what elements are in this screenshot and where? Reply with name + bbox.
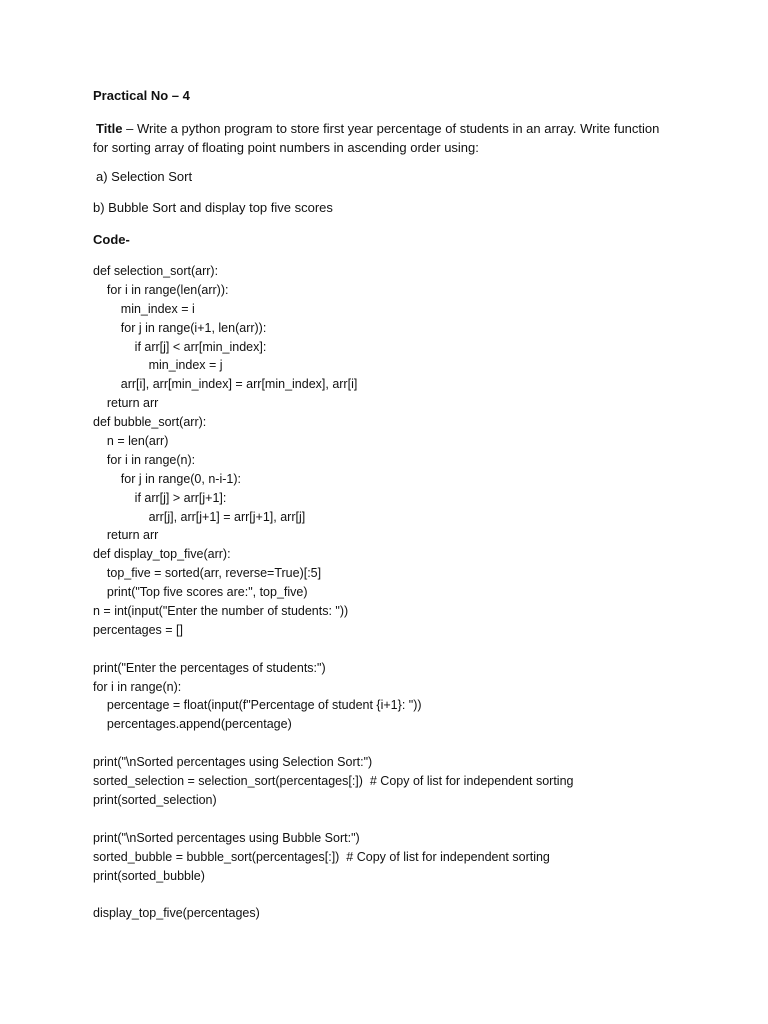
code-line: def display_top_five(arr): [93, 547, 231, 562]
code-line [93, 885, 713, 904]
code-line: min_index = j [93, 358, 223, 373]
code-line: return arr [93, 396, 159, 411]
title-text-line1: – Write a python program to store first year percentage of students in an array. Write function [122, 121, 660, 136]
code-line: for i in range(len(arr)): [93, 282, 229, 297]
code-line: print("\nSorted percentages using Bubble Sort:") [93, 830, 360, 845]
code-block [93, 262, 713, 923]
code-line: print(sorted_selection) [93, 792, 217, 807]
code-line: print("\nSorted percentages using Selection Sort:") [93, 755, 373, 770]
code-line [93, 640, 713, 659]
code-heading: Code- [93, 232, 130, 247]
code-line: def bubble_sort(arr): [93, 415, 207, 430]
code-line: print("Top five scores are:", top_five) [93, 585, 308, 600]
code-line: top_five = sorted(arr, reverse=True)[:5] [93, 566, 322, 581]
code-line: for i in range(n): [93, 452, 196, 467]
code-line [93, 734, 713, 753]
code-line: display_top_five(percentages) [93, 906, 260, 921]
list-item-selection-sort: a) Selection Sort [96, 169, 193, 184]
code-line: for j in range(i+1, len(arr)): [93, 320, 267, 335]
title-paragraph [93, 119, 696, 157]
title-label: Title [96, 121, 123, 136]
code-line [93, 810, 713, 829]
code-line: if arr[j] > arr[j+1]: [93, 490, 227, 505]
code-line: arr[i], arr[min_index] = arr[min_index], arr[i] [93, 377, 358, 392]
document-page [93, 0, 713, 1024]
code-line: def selection_sort(arr): [93, 264, 219, 278]
code-line: for j in range(0, n-i-1): [93, 471, 241, 486]
code-line: percentages = [] [93, 622, 183, 637]
code-line: n = len(arr) [93, 434, 169, 449]
code-line: percentage = float(input(f"Percentage of student {i+1}: ")) [93, 698, 422, 713]
title-text-line2: for sorting array of floating point numbers in ascending order using: [93, 140, 479, 155]
code-line: print(sorted_bubble) [93, 868, 205, 883]
code-line: sorted_selection = selection_sort(percentages[:]) # Copy of list for independent sorting [93, 774, 574, 789]
code-line: n = int(input("Enter the number of students: ")) [93, 604, 349, 619]
code-line: arr[j], arr[j+1] = arr[j+1], arr[j] [93, 509, 306, 524]
code-line: sorted_bubble = bubble_sort(percentages[:]) # Copy of list for independent sorting [93, 849, 550, 864]
code-line: percentages.append(percentage) [93, 717, 292, 732]
code-line: return arr [93, 528, 159, 543]
code-line: for i in range(n): [93, 679, 182, 694]
list-item-bubble-sort: b) Bubble Sort and display top five scores [93, 200, 333, 215]
code-line: if arr[j] < arr[min_index]: [93, 339, 267, 354]
code-line: print("Enter the percentages of students:") [93, 660, 326, 675]
practical-heading: Practical No – 4 [93, 88, 190, 103]
code-line: min_index = i [93, 301, 195, 316]
